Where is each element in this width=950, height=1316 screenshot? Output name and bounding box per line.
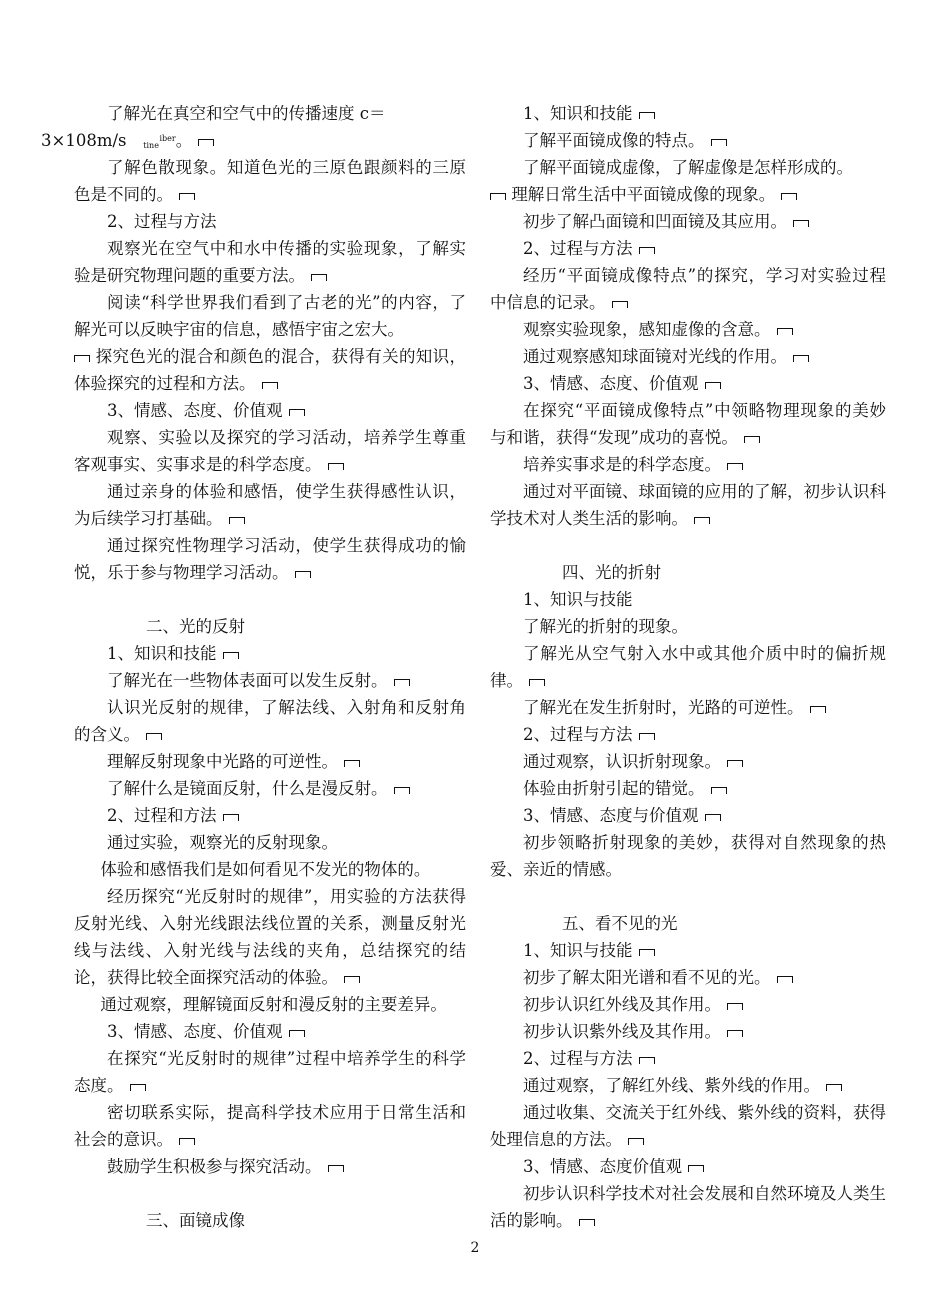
paragraph [490,1099,886,1153]
paragraph [490,964,886,991]
text: 2、过程与方法 [523,725,633,744]
text: 3、情感、态度、价值观 [523,374,699,393]
paragraph-mark-icon [639,732,655,741]
text: 在探究“光反射时的规律”过程中培养学生的科学态度。 [74,1049,466,1095]
paragraph-mark-icon [727,1002,743,1011]
text: iber [159,133,176,143]
text: tine [143,140,159,150]
text: 2、过程与方法 [523,1049,633,1068]
text: 密切联系实际，提高科学技术应用于日常生活和社会的意识。 [74,1103,466,1149]
paragraph [74,1153,466,1180]
text: 观察光在空气中和水中传播的实验现象，了解实验是研究物理问题的重要方法。 [74,239,466,285]
paragraph: 体验和感悟我们是如何看见不发光的物体的。 [100,860,431,879]
subheading [490,370,886,397]
paragraph-mark-icon [639,948,655,957]
text: 认识光反射的规律，了解法线、入射角和反射角的含义。 [74,698,466,744]
paragraph-mark-icon [727,759,743,768]
right-column [490,100,886,1234]
paragraph [490,478,886,532]
paragraph [490,748,886,775]
section-title: 三、面镜成像 [146,1211,245,1230]
paragraph-mark-icon [289,1029,305,1038]
paragraph-mark-icon [179,1137,195,1146]
text: 经历探究“光反射时的规律”，用实验的方法获得反射光线、入射光线跟法线位置的关系，测量反射光线与法线、入射光线与法线的夹角，总结探究的结论，获得比较全面探究活动的体验。 [74,887,466,987]
paragraph [74,748,466,775]
spacer [490,883,886,910]
paragraph-mark-icon [198,138,214,147]
paragraph [74,532,466,586]
paragraph-mark-icon [628,1137,644,1146]
text: 在探究“平面镜成像特点”中领略物理现象的美妙与和谐，获得“发现”成功的喜悦。 [490,401,886,447]
paragraph [490,127,886,154]
text: 理解日常生活中平面镜成像的现象。 [506,185,776,204]
text: 理解反射现象中光路的可逆性。 [107,752,338,771]
subheading [490,721,886,748]
paragraph-mark-icon [711,138,727,147]
paragraph-mark-icon [223,651,239,660]
paragraph-mark-icon [639,246,655,255]
text: 1、知识与技能 [523,941,633,960]
paragraph-mark-icon [777,975,793,984]
paragraph [41,100,466,154]
text: 通过观察，了解红外线、紫外线的作用。 [523,1076,820,1095]
text: 了解平面镜成像的特点。 [523,131,705,150]
paragraph-mark-icon [344,975,360,984]
paragraph-mark-icon [394,678,410,687]
paragraph-mark-icon [777,327,793,336]
paragraph-mark-icon [295,570,311,579]
text: 2、过程和方法 [107,806,217,825]
text: 3×108m/s [41,131,127,150]
subheading [74,802,466,829]
paragraph-mark-icon [744,435,760,444]
paragraph-mark-icon [793,219,809,228]
paragraph-mark-icon [223,813,239,822]
subheading [74,1018,466,1045]
paragraph-mark-icon [705,381,721,390]
paragraph [74,343,466,397]
paragraph-mark-icon [490,192,506,201]
text: 了解平面镜成虚像，了解虚像是怎样形成的。 [523,158,853,177]
paragraph [74,694,466,748]
text: 培养实事求是的科学态度。 [523,455,721,474]
paragraph [74,235,466,289]
text: 体验由折射引起的错觉。 [523,779,705,798]
text: 初步了解凸面镜和凹面镜及其应用。 [523,212,787,231]
paragraph-mark-icon [229,516,245,525]
text: 了解光在真空和空气中的传播速度 c＝ [107,104,386,123]
paragraph [490,1072,886,1099]
paragraph [74,883,466,991]
spacer [74,586,466,613]
left-column [41,100,466,1234]
text: 初步认识紫外线及其作用。 [523,1022,721,1041]
paragraph [74,154,466,208]
paragraph-mark-icon [262,381,278,390]
paragraph [74,478,466,532]
section-title: 二、光的反射 [146,617,245,636]
paragraph-mark-icon [328,1164,344,1173]
text: 了解什么是镜面反射，什么是漫反射。 [107,779,388,798]
paragraph [74,1045,466,1099]
paragraph: 通过实验，观察光的反射现象。 [107,833,338,852]
paragraph-mark-icon [793,354,809,363]
text: 通过观察，认识折射现象。 [523,752,721,771]
paragraph-mark-icon [179,192,195,201]
paragraph-mark-icon [810,705,826,714]
paragraph-mark-icon [74,354,90,363]
paragraph-mark-icon [328,462,344,471]
subheading [74,397,466,424]
paragraph-mark-icon [781,192,797,201]
paragraph [490,262,886,316]
paragraph: 通过观察，理解镜面反射和漫反射的主要差异。 [100,995,447,1014]
paragraph-mark-icon [394,786,410,795]
paragraph-mark-icon [727,462,743,471]
text: 了解光从空气射入水中或其他介质中时的偏折规律。 [490,644,886,690]
paragraph-mark-icon [146,732,162,741]
section-title: 四、光的折射 [562,563,661,582]
paragraph-mark-icon [130,1083,146,1092]
paragraph-mark-icon [639,111,655,120]
superscript-note [127,135,176,149]
paragraph [490,1180,886,1234]
subheading [490,802,886,829]
text: 3、情感、态度、价值观 [107,1022,283,1041]
text: 2、过程与方法 [523,239,633,258]
paragraph-mark-icon [688,1164,704,1173]
paragraph: 了解光的折射的现象。 [523,617,688,636]
paragraph [74,289,466,343]
paragraph [490,343,886,370]
paragraph: 初步领略折射现象的美妙，获得对自然现象的热爱、亲近的情感。 [490,833,886,879]
paragraph [490,397,886,451]
paragraph-mark-icon [311,273,327,282]
paragraph-mark-icon [711,786,727,795]
paragraph [490,694,886,721]
subheading [490,235,886,262]
paragraph-mark-icon [612,300,628,309]
text: 3、情感、态度、价值观 [107,401,283,420]
subheading [490,100,886,127]
paragraph-mark-icon [727,1029,743,1038]
text: 3、情感、态度与价值观 [523,806,699,825]
text: 通过观察感知球面镜对光线的作用。 [523,347,787,366]
paragraph-mark-icon [344,759,360,768]
paragraph [490,154,886,181]
text: 探究色光的混合和颜色的混合，获得有关的知识，体验探究的过程和方法。 [74,347,466,393]
text: 了解光在一些物体表面可以发生反射。 [107,671,388,690]
subheading [74,640,466,667]
paragraph [490,640,886,694]
text: 。 [175,131,193,150]
text: 通过亲身的体验和感悟，使学生获得感性认识，为后续学习打基础。 [74,482,466,528]
spacer [490,532,886,559]
paragraph-mark-icon [826,1083,842,1092]
paragraph [74,424,466,478]
page-number: 2 [470,1240,480,1256]
paragraph-mark-icon [705,813,721,822]
section-title: 五、看不见的光 [562,914,678,933]
subheading [490,937,886,964]
subheading: 1、知识与技能 [523,590,633,609]
text: 3、情感、态度价值观 [523,1157,682,1176]
paragraph [74,775,466,802]
paragraph [74,1099,466,1153]
paragraph [490,991,886,1018]
text: 通过探究性物理学习活动，使学生获得成功的愉悦，乐于参与物理学习活动。 [74,536,466,582]
text: 1、知识和技能 [107,644,217,663]
text: 观察实验现象，感知虚像的含意。 [523,320,771,339]
paragraph [490,208,886,235]
subheading: 2、过程与方法 [107,212,217,231]
text: 1、知识和技能 [523,104,633,123]
text: 了解色散现象。知道色光的三原色跟颜料的三原色是不同的。 [74,158,466,204]
subheading [490,1045,886,1072]
paragraph-mark-icon [529,678,545,687]
text: 阅读“科学世界我们看到了古老的光”的内容，了解光可以反映宇宙的信息，感悟宇宙之宏大。 [74,293,466,339]
text: 初步认识科学技术对社会发展和自然环境及人类生活的影响。 [490,1184,886,1230]
spacer [74,1180,466,1207]
paragraph-mark-icon [694,516,710,525]
paragraph-mark-icon [579,1218,595,1227]
paragraph [490,451,886,478]
paragraph [490,316,886,343]
text: 鼓励学生积极参与探究活动。 [107,1157,322,1176]
paragraph-mark-icon [639,1056,655,1065]
paragraph [74,667,466,694]
paragraph [490,775,886,802]
text: 了解光在发生折射时，光路的可逆性。 [523,698,804,717]
paragraph [490,181,886,208]
paragraph-mark-icon [289,408,305,417]
text: 通过收集、交流关于红外线、紫外线的资料，获得处理信息的方法。 [490,1103,886,1149]
text: 初步认识红外线及其作用。 [523,995,721,1014]
subheading [490,1153,886,1180]
text: 通过对平面镜、球面镜的应用的了解，初步认识科学技术对人类生活的影响。 [490,482,886,528]
text: 经历“平面镜成像特点”的探究，学习对实验过程中信息的记录。 [490,266,886,312]
text: 初步了解太阳光谱和看不见的光。 [523,968,771,987]
paragraph [490,1018,886,1045]
text: 观察、实验以及探究的学习活动，培养学生尊重客观事实、实事求是的科学态度。 [74,428,466,474]
